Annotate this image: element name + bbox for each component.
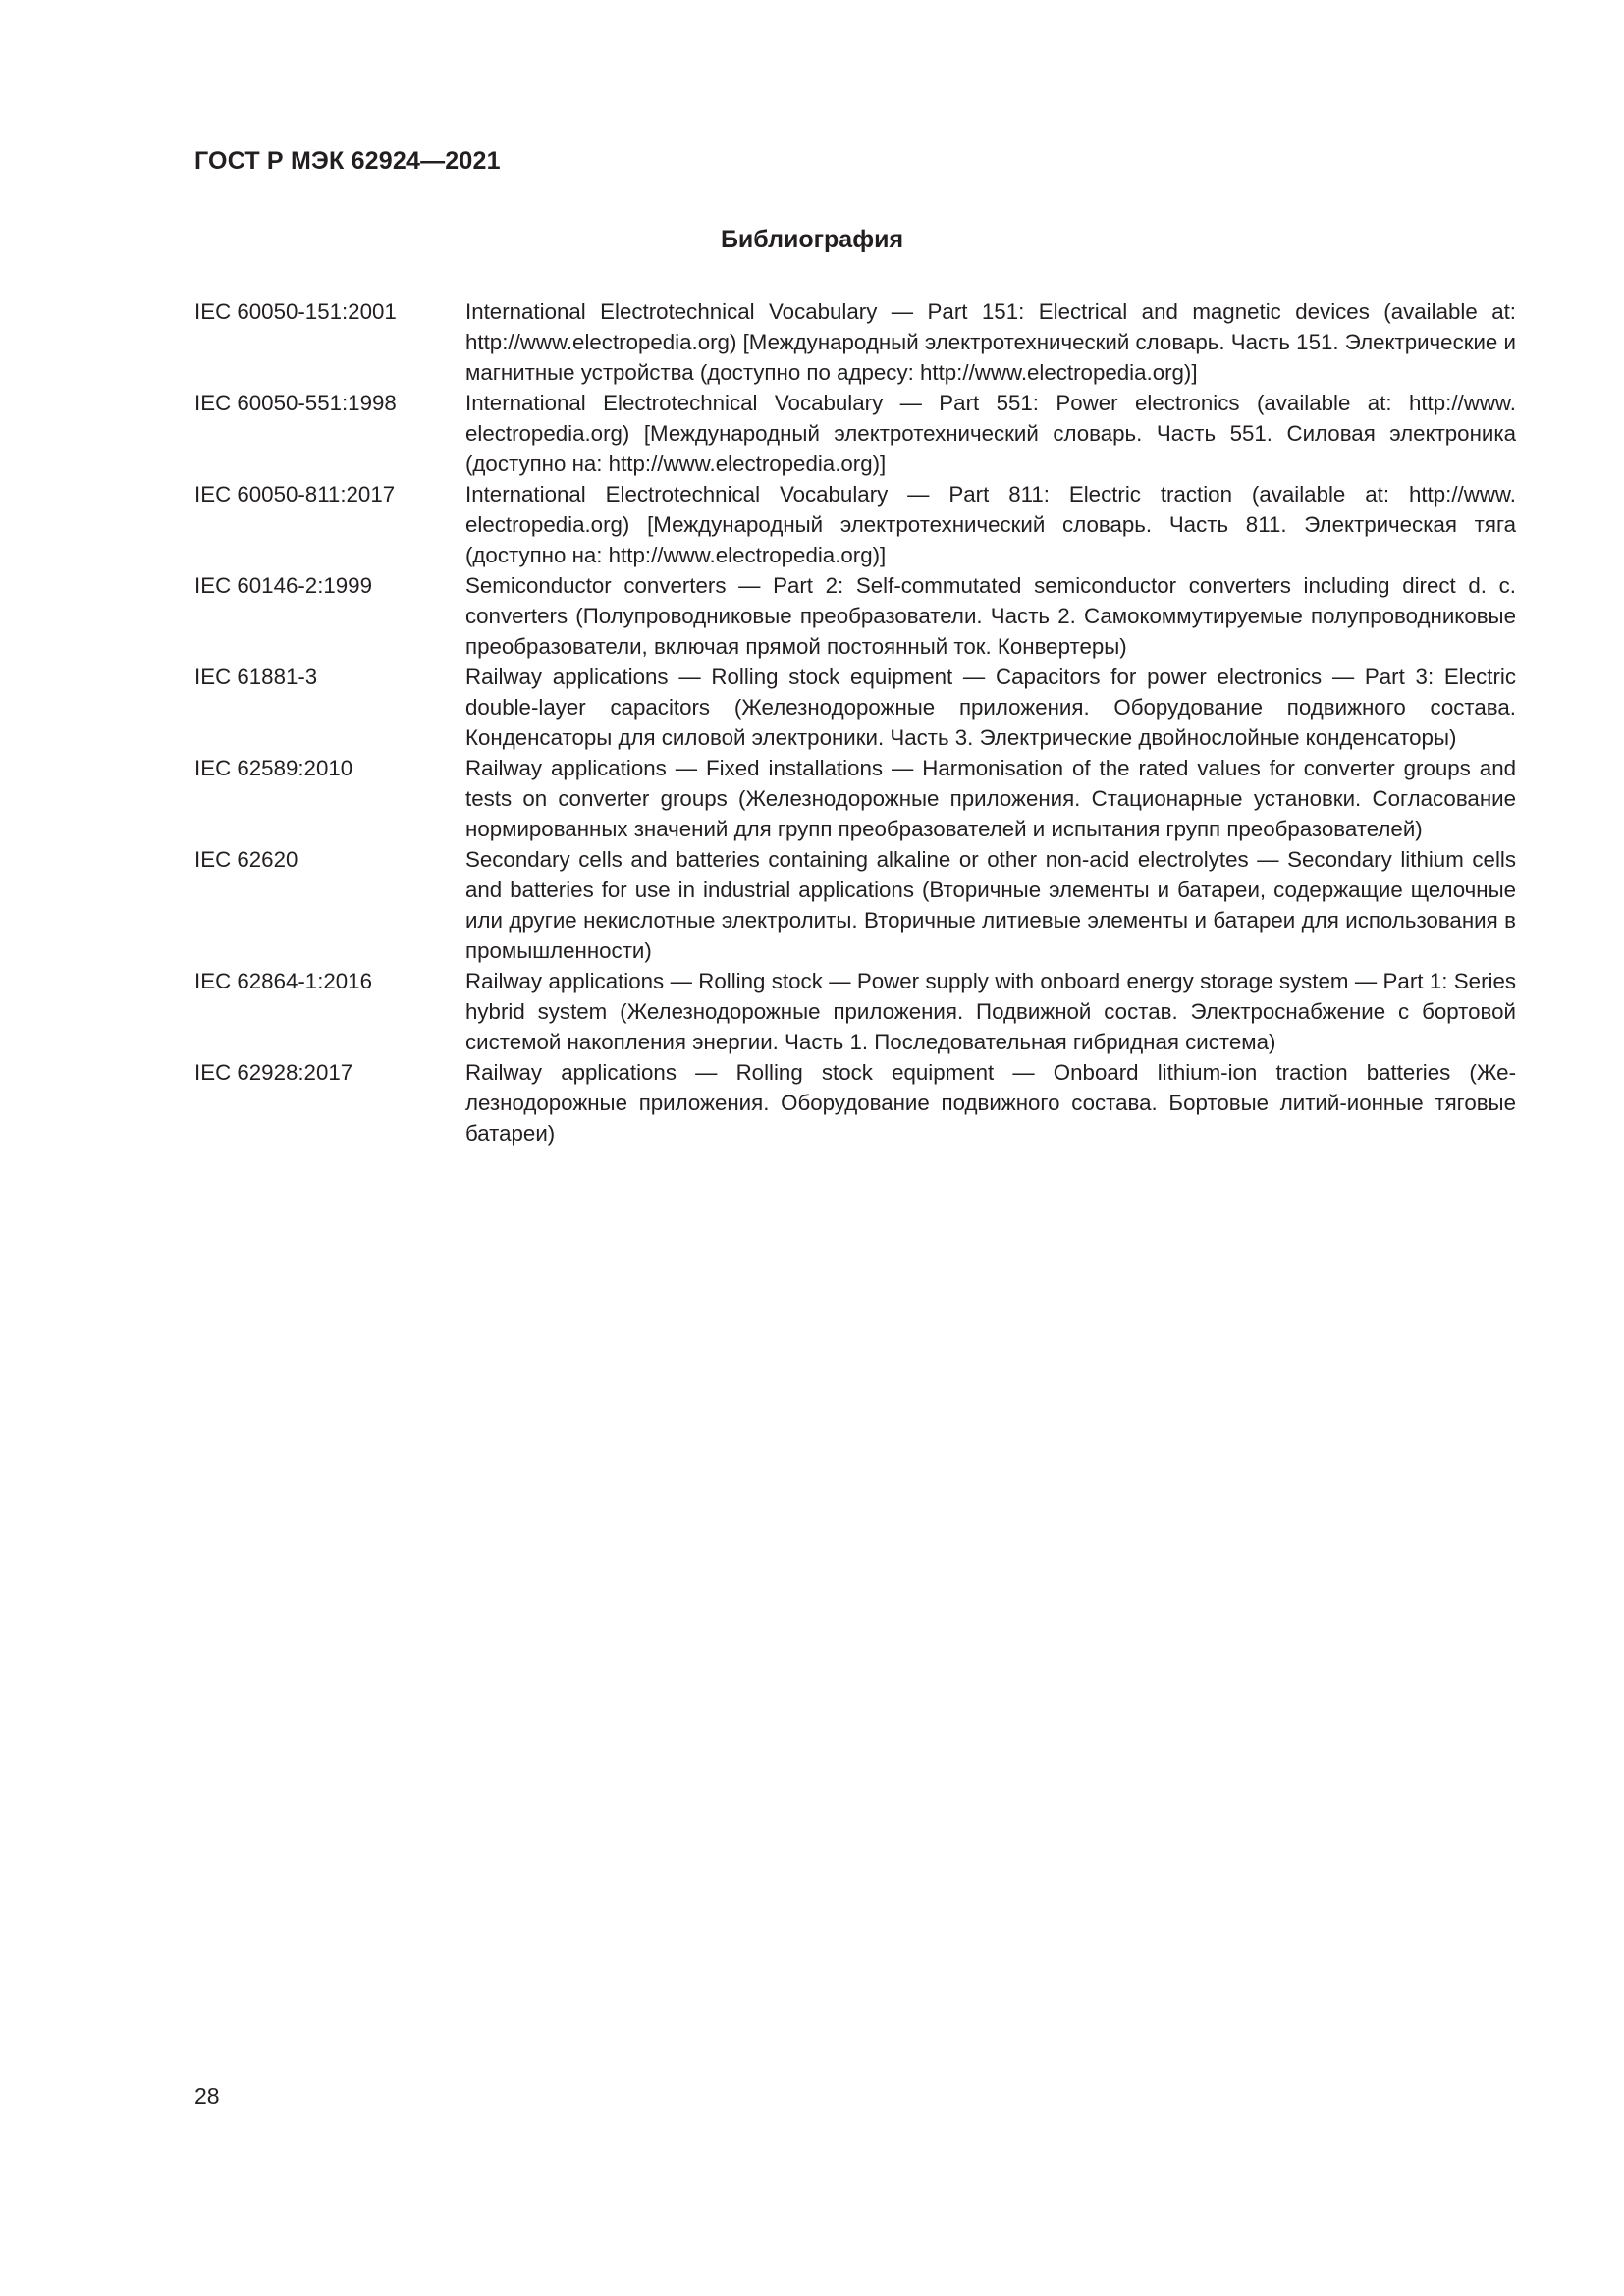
bibliography-entry [194,844,1516,966]
bibliography-ref: IEC 62864-1:2016 [194,969,372,993]
bibliography-ref: IEC 60050-551:1998 [194,391,397,415]
bibliography-description: Railway applications — Fixed installations — Harmonisation of the rated values for converter groups and tests on converter groups (Железнодорожные приложения. Стационарные установки. Согласование нормированных значений для групп преобразователей и испытания групп преобразователей) [465,756,1516,841]
bibliography-description: International Electrotechnical Vocabulary — Part 151: Electrical and magnetic devices (available at: http://www.electropedia.org) [Международный электротехнический словарь. Часть 151. Электрические и магнитные устройства (доступно по адресу: http://www.electropedia.org)] [465,299,1516,385]
bibliography-title: Библиография [720,226,904,253]
bibliography-ref: IEC 62589:2010 [194,756,353,780]
bibliography-ref: IEC 61881-3 [194,665,318,689]
bibliography-entry [194,388,1516,479]
bibliography-entry [194,296,1516,388]
bibliography-description: International Electrotechnical Vocabulary — Part 551: Power electronics (available at: http://www.​electropedia.org) [Международный электротехнический словарь. Часть 551. Силовая электроника (доступно на: http://www.electropedia.org)] [465,391,1516,476]
document-standard-header: ГОСТ Р МЭК 62924—2021 [194,147,501,175]
bibliography-description: Railway applications — Rolling stock equipment — Capacitors for power electronics — Part 3: Electric double-layer capacitors (Железнодорожные приложения. Оборудование подвижного состава. Конденсаторы для силовой электроники. Часть 3. Электрические двойнослойные конденсаторы) [465,665,1516,750]
bibliography-entry [194,662,1516,753]
bibliography-description: Semiconductor converters — Part 2: Self-commutated semiconductor converters including direct d. c. converters (Полупроводниковые преобразователи. Часть 2. Самокоммутируемые полупроводниковые преобразователи, включая прямой постоянный ток. Конвертеры) [465,573,1516,659]
bibliography-ref: IEC 60050-811:2017 [194,482,396,507]
bibliography-entry [194,966,1516,1057]
bibliography-ref: IEC 60050-151:2001 [194,299,397,324]
bibliography-list [194,296,1516,1148]
bibliography-entry [194,1057,1516,1148]
page-number: 28 [194,2083,220,2109]
bibliography-entry [194,753,1516,844]
bibliography-entry [194,479,1516,570]
bibliography-ref: IEC 62620 [194,847,298,872]
bibliography-entry [194,570,1516,662]
bibliography-description: Railway applications — Rolling stock — Power supply with onboard energy storage system — Part 1: Series hybrid system (Железнодорожные приложения. Подвижной состав. Электроснабжение с бортовой системой накопления энергии. Часть 1. Последовательная гибридная система) [465,969,1516,1054]
bibliography-ref: IEC 60146-2:1999 [194,573,372,598]
bibliography-description: International Electrotechnical Vocabulary — Part 811: Electric traction (available at: http://www.​electropedia.org) [Международный электротехнический словарь. Часть 811. Электрическая тяга (доступно на: http://www.electropedia.org)] [465,482,1516,567]
bibliography-description: Secondary cells and batteries containing alkaline or other non-acid electrolytes — Secondary lithium cells and batteries for use in industrial applications (Вторичные элементы и батареи, содержащие щелочные или другие некислотные электролиты. Вторичные литиевые элементы и батареи для использования в промышленности) [465,847,1516,963]
bibliography-description: Railway applications — Rolling stock equipment — Onboard lithium-ion traction batteries (Железнодорожные приложения. Оборудование подвижного состава. Бортовые литий-ионные тяговые батареи) [465,1060,1516,1146]
bibliography-ref: IEC 62928:2017 [194,1060,353,1085]
